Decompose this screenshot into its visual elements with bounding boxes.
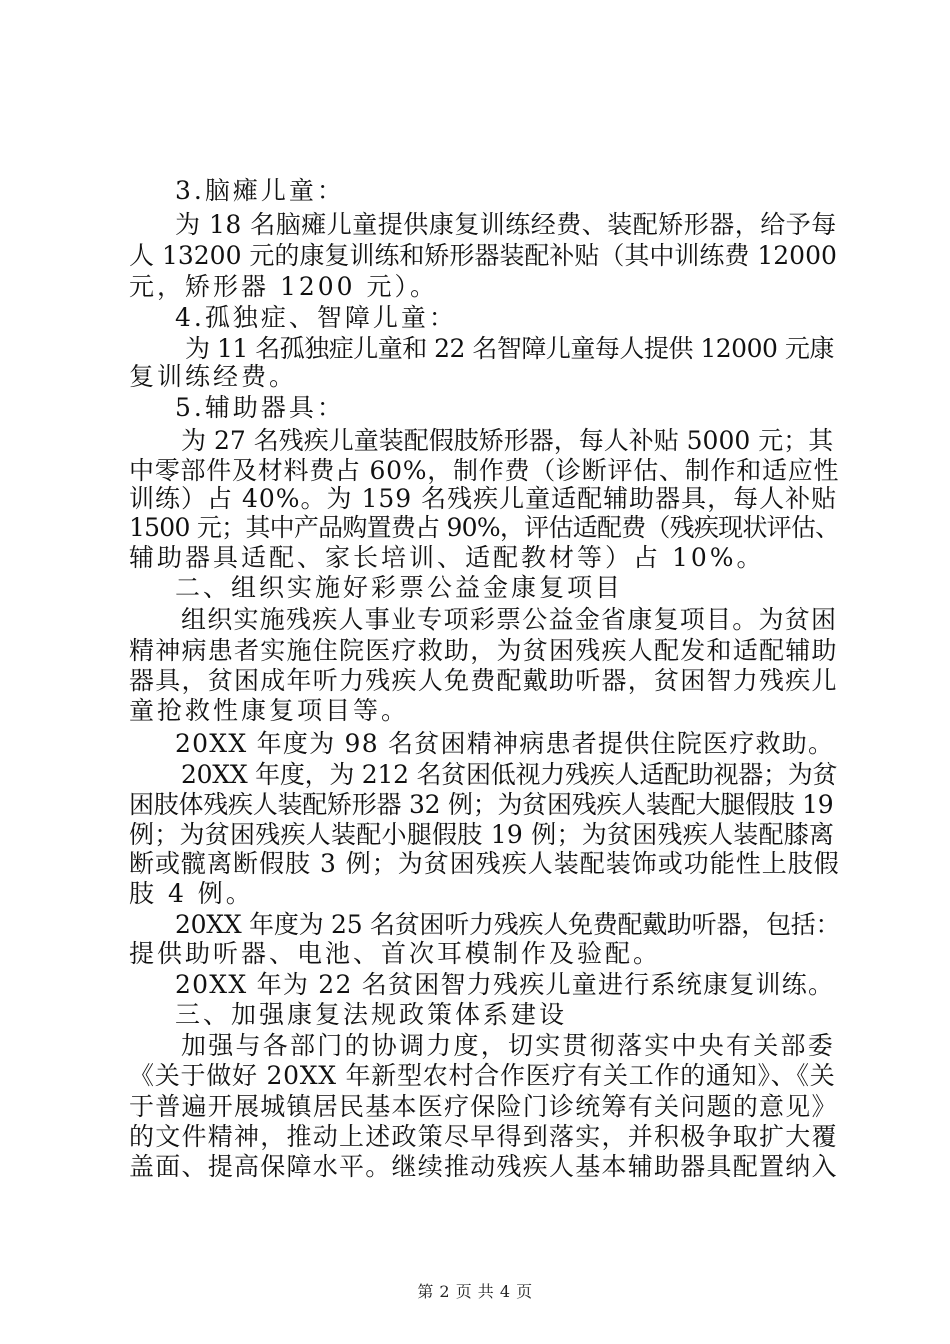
section-heading: 二、组织实施好彩票公益金康复项目 xyxy=(175,573,624,602)
text-line: 复训练经费。 xyxy=(129,362,298,391)
text-line: 《关于做好 20XX 年新型农村合作医疗有关工作的通知》、《关 xyxy=(129,1061,836,1090)
text-line: 加强与各部门的协调力度，切实贯彻落实中央有关部委 xyxy=(181,1031,836,1060)
text-line: 的文件精神，推动上述政策尽早得到落实，并积极争取扩大覆 xyxy=(129,1122,838,1151)
text-line: 童抢救性康复项目等。 xyxy=(129,696,410,725)
text-line: 1500 元；其中产品购置费占 90%，评估适配费（残疾现状评估、 xyxy=(129,513,840,542)
text-line: 精神病患者实施住院医疗救助，为贫困残疾人配发和适配辅助 xyxy=(129,636,838,665)
text-line: 20XX 年度为 98 名贫困精神病患者提供住院医疗救助。 xyxy=(175,729,835,758)
text-line: 盖面、提高保障水平。继续推动残疾人基本辅助器具配置纳入 xyxy=(129,1152,838,1181)
text-line: 于普遍开展城镇居民基本医疗保险门诊统筹有关问题的意见》 xyxy=(129,1092,838,1121)
text-line: 例；为贫困残疾人装配小腿假肢 19 例；为贫困残疾人装配膝离 xyxy=(129,820,835,849)
text-line: 肢 4 例。 xyxy=(129,879,254,908)
text-line: 断或髋离断假肢 3 例；为贫困残疾人装配装饰或功能性上肢假 xyxy=(129,849,840,878)
text-line: 20XX 年为 22 名贫困智力残疾儿童进行系统康复训练。 xyxy=(175,970,835,999)
text-line: 3.脑瘫儿童： xyxy=(175,176,345,205)
text-line: 人 13200 元的康复训练和矫形器装配补贴（其中训练费 12000 xyxy=(129,241,837,270)
text-line: 中零部件及材料费占 60%，制作费（诊断评估、制作和适应性 xyxy=(129,456,840,485)
text-line: 为 11 名孤独症儿童和 22 名智障儿童每人提供 12000 元康 xyxy=(185,334,834,363)
text-line: 组织实施残疾人事业专项彩票公益金省康复项目。为贫困 xyxy=(181,605,838,634)
page-number-footer: 第 2 页 共 4 页 xyxy=(417,1282,533,1301)
text-line: 困肢体残疾人装配矫形器 32 例；为贫困残疾人装配大腿假肢 19 xyxy=(129,790,834,819)
text-line: 20XX 年度为 25 名贫困听力残疾人免费配戴助听器，包括： xyxy=(175,910,841,939)
text-line: 20XX 年度，为 212 名贫困低视力残疾人适配助视器；为贫 xyxy=(181,760,838,789)
text-line: 提供助听器、电池、首次耳模制作及验配。 xyxy=(129,939,662,968)
text-line: 5.辅助器具： xyxy=(175,393,345,422)
text-line: 辅助器具适配、家长培训、适配教材等）占 10%。 xyxy=(129,543,765,572)
text-line: 元，矫形器 1200 元）。 xyxy=(129,272,439,301)
section-heading: 三、加强康复法规政策体系建设 xyxy=(175,1000,568,1029)
text-line: 训练）占 40%。为 159 名残疾儿童适配辅助器具，每人补贴 xyxy=(129,484,838,513)
text-line: 为 18 名脑瘫儿童提供康复训练经费、装配矫形器，给予每 xyxy=(175,210,837,239)
text-line: 器具，贫困成年听力残疾人免费配戴助听器，贫困智力残疾儿 xyxy=(129,666,838,695)
text-line: 为 27 名残疾儿童装配假肢矫形器，每人补贴 5000 元；其 xyxy=(181,426,834,455)
text-line: 4.孤独症、智障儿童： xyxy=(175,303,457,332)
